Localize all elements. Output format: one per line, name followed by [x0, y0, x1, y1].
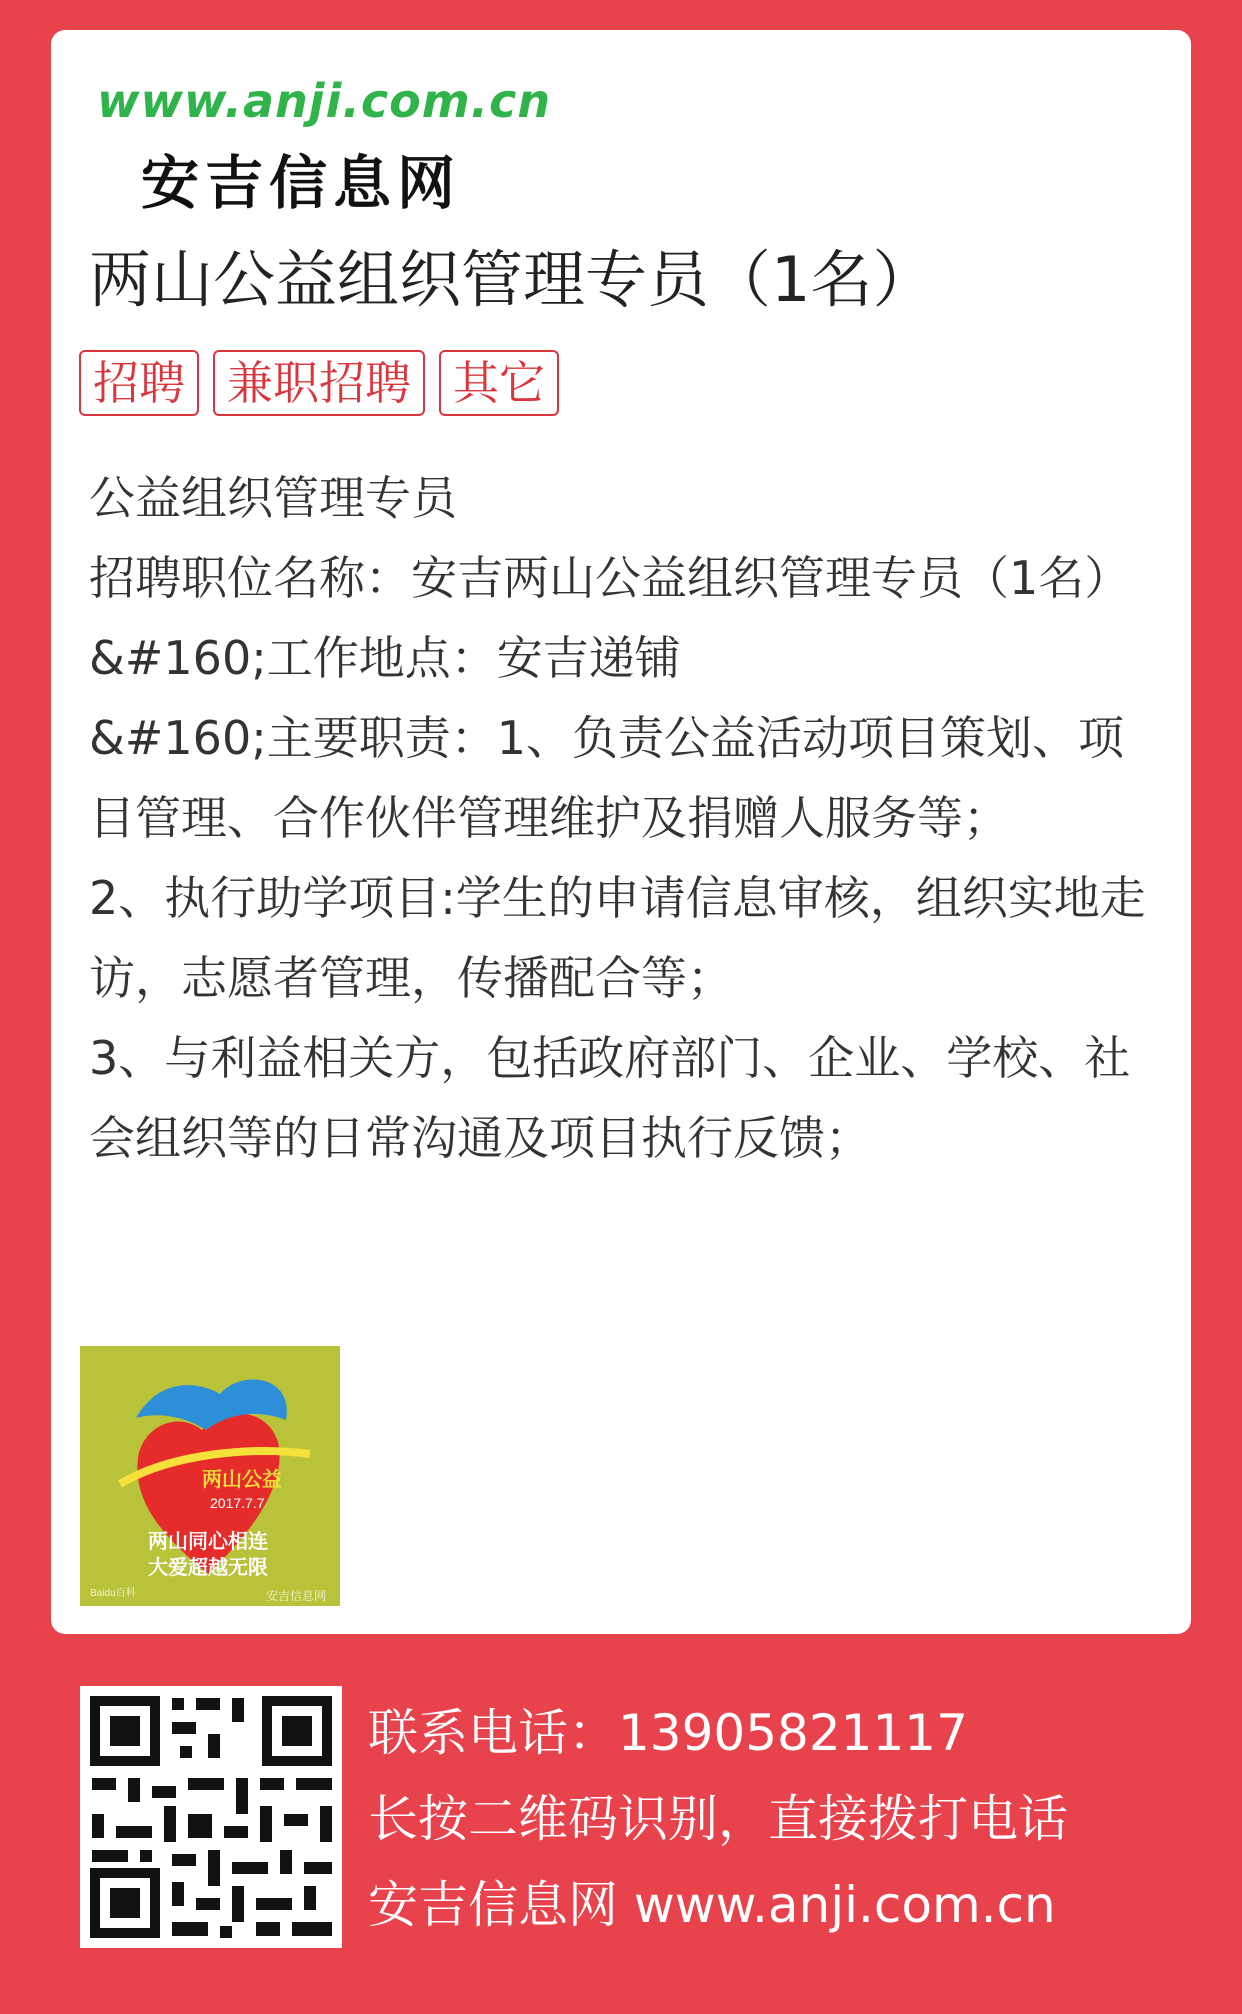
image-slogan-1: 两山同心相连 — [148, 1531, 268, 1553]
logo-site-name: 安吉信息网 — [141, 149, 462, 217]
heart-logo-graphic — [80, 1346, 340, 1606]
image-watermark-right: 安吉信息网 — [266, 1589, 327, 1603]
image-date: 2017.7.7 — [210, 1495, 265, 1511]
tag-part-time[interactable]: 兼职招聘 — [213, 350, 425, 416]
contact-phone[interactable]: 联系电话：13905821117 — [368, 1704, 968, 1762]
description-line: &#160;工作地点：安吉递铺 — [89, 631, 681, 685]
image-slogan-2: 大爱超越无限 — [148, 1557, 268, 1579]
description-line: 3、与利益相关方，包括政府部门、企业、学校、社会组织等的日常沟通及项目执行反馈； — [89, 1031, 1131, 1165]
logo-url: www.anji.com.cn — [97, 74, 552, 128]
contact-info — [368, 1690, 1068, 1948]
description-line: 招聘职位名称：安吉两山公益组织管理专员（1名） — [89, 551, 1131, 605]
tag-other[interactable]: 其它 — [439, 350, 559, 416]
qr-code[interactable] — [80, 1686, 342, 1948]
site-logo[interactable] — [97, 74, 577, 224]
qr-hint: 长按二维码识别，直接拨打电话 — [368, 1790, 1068, 1848]
job-description — [89, 458, 1169, 1178]
charity-heart-image[interactable] — [80, 1346, 340, 1606]
image-watermark-left: Baidu百科 — [90, 1588, 136, 1599]
page-title: 两山公益组织管理专员（1名） — [89, 243, 935, 316]
description-line: 2、执行助学项目:学生的申请信息审核，组织实地走访，志愿者管理，传播配合等； — [89, 871, 1146, 1005]
description-line: &#160;主要职责：1、负责公益活动项目策划、项目管理、合作伙伴管理维护及捐赠人服务等； — [89, 711, 1124, 845]
description-line: 公益组织管理专员 — [89, 471, 457, 525]
site-link[interactable]: 安吉信息网 www.anji.com.cn — [368, 1876, 1056, 1934]
tag-list — [79, 350, 559, 416]
tag-recruit[interactable]: 招聘 — [79, 350, 199, 416]
listing-card — [51, 30, 1191, 1634]
image-heading: 两山公益 — [202, 1469, 282, 1491]
qr-code-graphic — [80, 1686, 342, 1948]
